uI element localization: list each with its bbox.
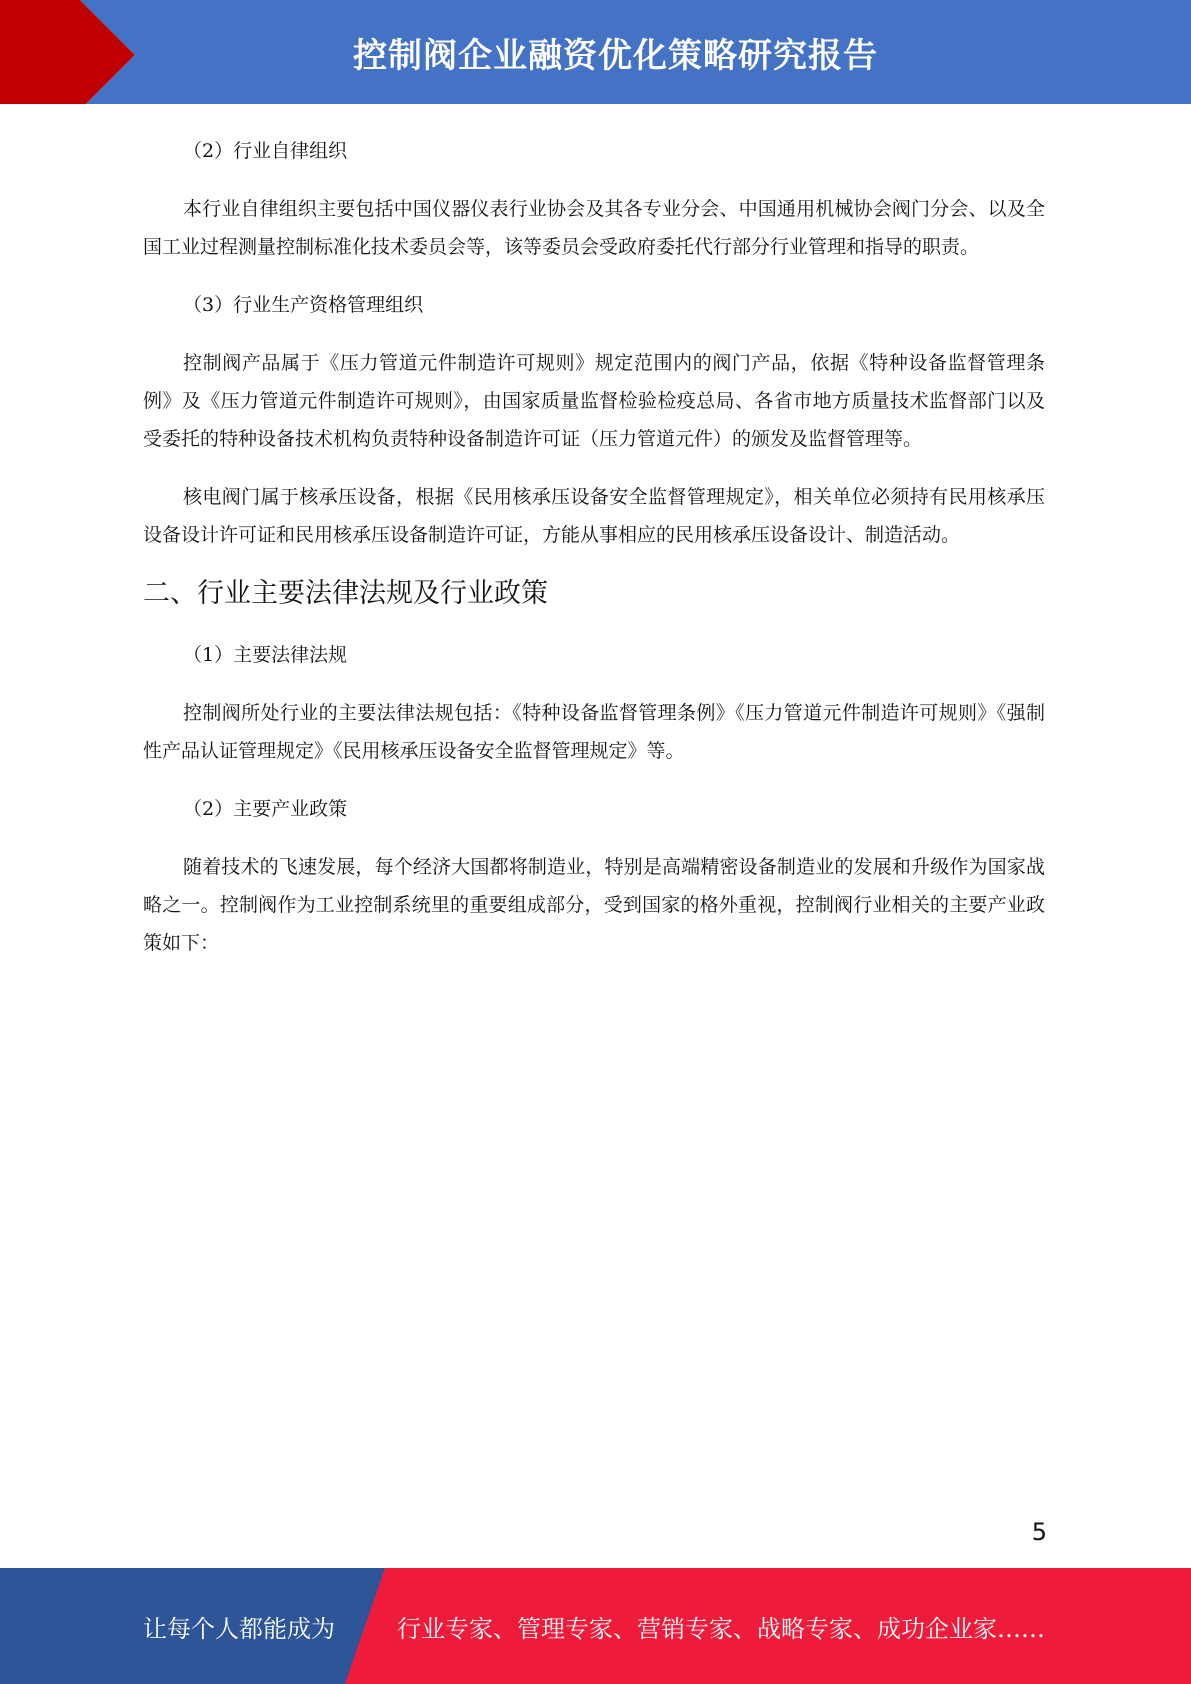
page-header [0,0,1191,110]
footer-slogan-right: 行业专家、管理专家、营销专家、战略专家、成功企业家…… [397,1614,1045,1643]
page-footer [0,1568,1191,1684]
subheading-production-qualification: （3）行业生产资格管理组织 [183,294,424,316]
document-body [143,132,1045,982]
header-title: 控制阀企业融资优化策略研究报告 [353,35,878,76]
paragraph-industry-policies: 随着技术的飞速发展，每个经济大国都将制造业，特别是高端精密设备制造业的发展和升级作为国家战略之一。控制阀作为工业控制系统里的重要组成部分，受到国家的格外重视，控制阀行业相关的主要产业政策如下： [143,856,1045,954]
paragraph-nuclear-valves: 核电阀门属于核承压设备，根据《民用核承压设备安全监督管理规定》，相关单位必须持有民用核承压设备设计许可证和民用核承压设备制造许可证，方能从事相应的民用核承压设备设计、制造活动。 [143,486,1045,546]
paragraph-production-qualification: 控制阀产品属于《压力管道元件制造许可规则》规定范围内的阀门产品，依据《特种设备监督管理条例》及《压力管道元件制造许可规则》，由国家质量监督检验检疫总局、各省市地方质量技术监督部门以及受委托的特种设备技术机构负责特种设备制造许可证（压力管道元件）的颁发及监督管理等。 [143,352,1045,450]
subheading-main-laws: （1）主要法律法规 [183,644,348,666]
subheading-self-regulatory-org: （2）行业自律组织 [183,140,348,162]
footer-slogan-left: 让每个人都能成为 [143,1614,335,1643]
subheading-industry-policies: （2）主要产业政策 [183,798,348,820]
paragraph-main-laws: 控制阀所处行业的主要法律法规包括：《特种设备监督管理条例》《压力管道元件制造许可规则》《强制性产品认证管理规定》《民用核承压设备安全监督管理规定》等。 [143,702,1045,762]
section-heading-laws-policies: 二、行业主要法律法规及行业政策 [143,578,548,609]
page-number: 5 [1031,1518,1047,1546]
paragraph-self-regulatory-org: 本行业自律组织主要包括中国仪器仪表行业协会及其各专业分会、中国通用机械协会阀门分会、以及全国工业过程测量控制标准化技术委员会等，该等委员会受政府委托代行部分行业管理和指导的职责。 [143,198,1045,258]
